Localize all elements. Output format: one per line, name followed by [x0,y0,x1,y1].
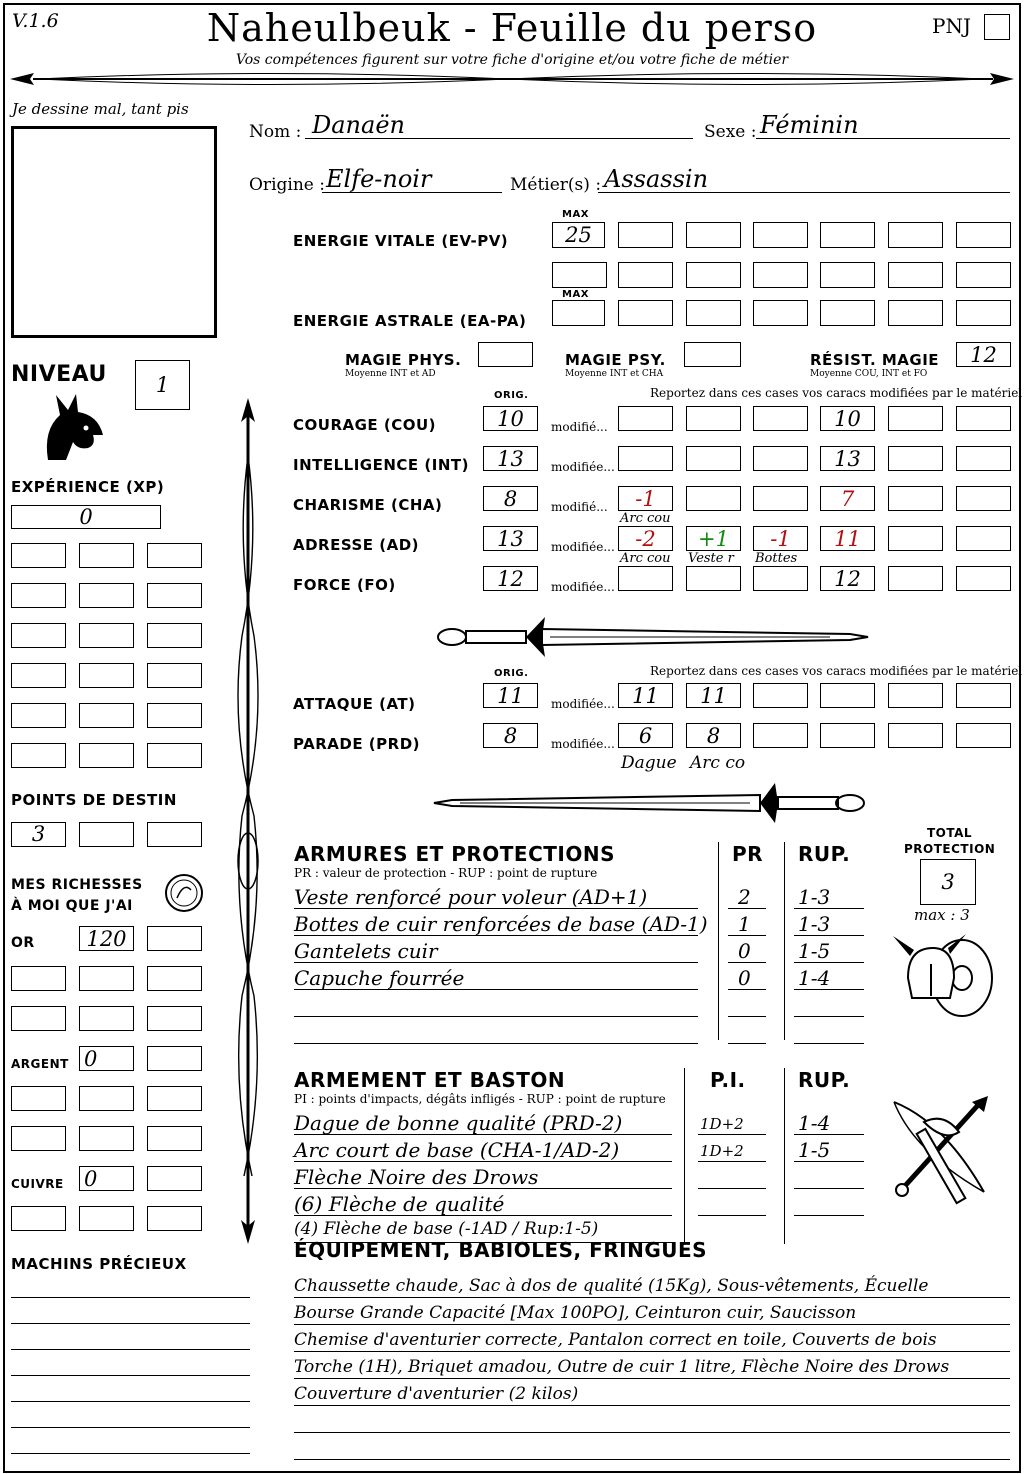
armement-rup-label: RUP. [798,1068,851,1092]
armure-rup[interactable]: 1-5 [798,939,831,963]
experience-label: EXPÉRIENCE (XP) [11,478,165,496]
armure-line [294,1016,698,1017]
resist-magie-note: Moyenne COU, INT et FO [810,369,928,379]
armure-rup[interactable]: 1-3 [798,885,831,909]
metier-label: Métier(s) : [510,175,602,195]
carac-note: Arc cou [620,551,671,566]
magie-psy-value[interactable] [684,342,741,367]
magie-psy-note: Moyenne INT et CHA [565,369,664,379]
helmet-shield-icon [888,928,1000,1024]
attaque-label: ATTAQUE (AT) [293,695,416,713]
armure-pr-line [728,1016,766,1017]
armure-name[interactable]: Gantelets cuir [294,939,438,963]
argent-box[interactable] [147,1086,202,1111]
xp-box[interactable] [11,743,66,768]
pr-label: PR [732,842,764,866]
armure-name[interactable]: Bottes de cuir renforcées de base (AD-1) [294,912,708,936]
ea-box[interactable] [888,300,943,326]
argent-value[interactable]: 0 [79,1046,134,1071]
arme-rup-line [794,1188,864,1189]
xp-box[interactable] [147,743,202,768]
parade-mod-box[interactable]: 6 [618,723,673,748]
equipement-line [294,1459,1010,1460]
parade-mod-box[interactable] [956,723,1011,748]
armure-pr[interactable]: 1 [738,912,751,936]
cuivre-value[interactable]: 0 [79,1166,134,1191]
destin-box[interactable] [79,822,134,847]
argent-box[interactable] [147,1126,202,1151]
carac-mod-box[interactable] [686,406,741,431]
magie-phys-label: MAGIE PHYS. [345,351,462,369]
ea-box[interactable] [686,300,741,326]
total-label-1: TOTAL [927,826,973,840]
equipement-line [294,1351,1010,1352]
arme-pi[interactable]: 1D+2 [700,1115,744,1133]
richesses-label-1: MES RICHESSES [11,877,143,893]
carac-mod-box[interactable] [888,486,943,511]
machins-label: MACHINS PRÉCIEUX [11,1255,187,1273]
carac-orig[interactable]: 12 [483,566,538,591]
cuivre-box[interactable] [147,1206,202,1231]
xp-box[interactable] [147,543,202,568]
armement-note: PI : points d'impacts, dégâts infligés - RUP : point de rupture [294,1092,666,1106]
arme-pi[interactable]: 1D+2 [700,1142,744,1160]
caracs-orig-label: ORIG. [494,390,529,401]
equipement-item[interactable]: Torche (1H), Briquet amadou, Outre de cuir 1 litre, Flèche Noire des Drows [294,1357,950,1377]
pnj-checkbox[interactable] [984,14,1010,40]
sword-icon [430,778,870,828]
carac-note: Arc cou [620,511,671,526]
parade-orig[interactable]: 8 [483,723,538,748]
xp-box[interactable] [11,623,66,648]
carac-mod-label: modifié... [551,500,608,514]
ev-box[interactable] [618,222,673,248]
carac-mod-box[interactable] [753,446,808,471]
carac-mod-label: modifiée... [551,460,615,474]
ev-box[interactable] [956,222,1011,248]
magie-psy-label: MAGIE PSY. [565,351,666,369]
parade-mod-box[interactable]: 8 [686,723,741,748]
xp-box[interactable] [79,543,134,568]
xp-box[interactable] [11,543,66,568]
carac-note: Bottes [755,551,798,566]
ev-box[interactable] [820,262,875,288]
carac-mod-box[interactable] [753,566,808,591]
combat-orig-label: ORIG. [494,668,529,679]
carac-mod-box[interactable] [618,406,673,431]
xp-box[interactable] [147,583,202,608]
cuivre-box[interactable] [147,1166,202,1191]
sword-icon [430,612,870,662]
destin-value[interactable]: 3 [11,822,66,847]
carac-mod-box[interactable] [686,566,741,591]
carac-mod-label: modifiée... [551,580,615,594]
carac-mod-box[interactable]: 10 [820,406,875,431]
total-protection-value[interactable]: 3 [920,859,976,905]
xp-box[interactable] [11,663,66,688]
carac-mod-box[interactable] [956,526,1011,551]
armure-pr-line [728,1043,766,1044]
arme-line [294,1242,672,1243]
resist-magie-label: RÉSIST. MAGIE [810,351,940,369]
carac-mod-box[interactable] [753,406,808,431]
armure-line [294,1043,698,1044]
niveau-value[interactable]: 1 [135,360,190,410]
carac-mod-box[interactable] [888,526,943,551]
armures-divider [718,842,719,1040]
attaque-mod-box[interactable] [888,683,943,708]
xp-box[interactable] [11,583,66,608]
or-value[interactable]: 120 [79,926,134,951]
parade-mod-label: modifiée... [551,737,615,751]
armures-divider [784,842,785,1040]
ea-label: ENERGIE ASTRALE (EA-PA) [293,312,527,330]
ea-max-value[interactable] [552,300,605,326]
total-label-2: PROTECTION [904,842,996,856]
xp-box[interactable] [79,623,134,648]
machins-line [11,1323,250,1324]
carac-mod-box[interactable]: -1 [753,526,808,551]
or-box[interactable] [147,966,202,991]
origine-label: Origine : [249,175,325,195]
cuivre-label: CUIVRE [11,1177,64,1191]
argent-box[interactable] [79,1126,134,1151]
argent-box[interactable] [11,1086,66,1111]
armure-rup-line [794,1043,864,1044]
xp-box[interactable] [79,703,134,728]
xp-box[interactable] [79,663,134,688]
ev-max-label: MAX [562,209,589,220]
ea-box[interactable] [956,300,1011,326]
arme-name[interactable]: (6) Flèche de qualité [294,1192,505,1216]
attaque-mod-box[interactable]: 11 [618,683,673,708]
equipement-line [294,1297,1010,1298]
argent-box[interactable] [147,1046,202,1071]
attaque-mod-box[interactable] [956,683,1011,708]
subtitle: Vos compétences figurent sur votre fiche d'origine et/ou votre fiche de métier [235,52,789,68]
xp-box[interactable] [147,663,202,688]
carac-mod-box[interactable] [888,566,943,591]
niveau-label: NIVEAU [11,362,107,387]
armure-pr[interactable]: 0 [738,939,751,963]
carac-mod-box[interactable] [686,486,741,511]
carac-mod-box[interactable]: 12 [820,566,875,591]
xp-box[interactable] [147,623,202,648]
carac-mod-box[interactable] [753,486,808,511]
carac-orig[interactable]: 13 [483,446,538,471]
carac-label: INTELLIGENCE (INT) [293,456,469,474]
parade-mod-box[interactable] [888,723,943,748]
carac-mod-label: modifié... [551,420,608,434]
carac-label: CHARISME (CHA) [293,496,443,514]
ev-label: ENERGIE VITALE (EV-PV) [293,232,509,250]
sexe-value[interactable]: Féminin [760,111,859,139]
carac-orig[interactable]: 13 [483,526,538,551]
arme-rup[interactable]: 1-4 [798,1111,831,1135]
ea-box[interactable] [753,300,808,326]
argent-box[interactable] [11,1126,66,1151]
metier-value[interactable]: Assassin [604,165,709,193]
armure-pr[interactable]: 2 [738,885,751,909]
equipement-title: ÉQUIPEMENT, BABIOLES, FRINGUES [294,1238,708,1262]
spear-divider-icon [8,66,1016,92]
carac-mod-box[interactable] [956,406,1011,431]
weapon-note-2: Arc co [690,753,746,773]
machins-line [11,1427,250,1428]
destin-label: POINTS DE DESTIN [11,791,177,809]
armure-name[interactable]: Capuche fourrée [294,966,465,990]
spear-icon [228,396,268,1246]
carac-mod-box[interactable] [618,566,673,591]
arme-pi-line [698,1188,766,1189]
armure-rup[interactable]: 1-4 [798,966,831,990]
armement-title: ARMEMENT ET BASTON [294,1068,566,1092]
magie-phys-note: Moyenne INT et AD [345,369,436,379]
carac-mod-box[interactable]: 7 [820,486,875,511]
dragon-icon [38,390,108,465]
arme-name[interactable]: Flèche Noire des Drows [294,1165,539,1189]
equipement-line [294,1378,1010,1379]
or-label: OR [11,935,35,951]
nom-value[interactable]: Danaën [312,111,405,139]
equipement-line [294,1324,1010,1325]
or-box[interactable] [11,966,66,991]
attaque-orig[interactable]: 11 [483,683,538,708]
carac-mod-box[interactable]: 13 [820,446,875,471]
richesses-label-2: À MOI QUE J'AI [11,898,133,914]
carac-label: COURAGE (COU) [293,416,437,434]
arme-pi-line [698,1134,766,1135]
carac-mod-box[interactable] [888,406,943,431]
or-box[interactable] [147,926,202,951]
equipement-line [294,1432,1010,1433]
arme-name[interactable]: Arc court de base (CHA-1/AD-2) [294,1138,620,1162]
cuivre-box[interactable] [79,1206,134,1231]
arme-pi-line [698,1161,766,1162]
carac-note: Veste r [688,551,734,566]
destin-box[interactable] [147,822,202,847]
portrait-caption: Je dessine mal, tant pis [12,100,189,118]
machins-line [11,1375,250,1376]
ev-box[interactable] [618,262,673,288]
carac-label: FORCE (FO) [293,576,396,594]
carac-orig[interactable]: 8 [483,486,538,511]
ev-box[interactable] [686,222,741,248]
machins-line [11,1401,250,1402]
parade-mod-box[interactable] [753,723,808,748]
carac-mod-box[interactable] [888,446,943,471]
pnj-label: PNJ [932,14,971,38]
armure-pr[interactable]: 0 [738,966,751,990]
machins-line [11,1297,250,1298]
origine-value[interactable]: Elfe-noir [326,165,432,193]
caracs-note: Reportez dans ces cases vos caracs modifiées par le matériel [650,386,1023,400]
combat-note: Reportez dans ces cases vos caracs modifiées par le matériel [650,664,1023,678]
resist-magie-value[interactable]: 12 [956,342,1011,367]
carac-mod-box[interactable] [956,446,1011,471]
sexe-label: Sexe : [704,122,757,142]
arme-name[interactable]: (4) Flèche de base (-1AD / Rup:1-5) [294,1219,599,1239]
ev-box[interactable] [686,262,741,288]
arme-name[interactable]: Dague de bonne qualité (PRD-2) [294,1111,623,1135]
armure-rup[interactable]: 1-3 [798,912,831,936]
carac-mod-box[interactable]: +1 [686,526,741,551]
equipement-item[interactable]: Chemise d'aventurier correcte, Pantalon correct en toile, Couverts de bois [294,1330,937,1350]
arme-rup[interactable]: 1-5 [798,1138,831,1162]
experience-value[interactable]: 0 [11,505,161,529]
parade-mod-box[interactable] [820,723,875,748]
portrait-box[interactable] [11,126,217,338]
xp-box[interactable] [79,743,134,768]
ev-box[interactable] [820,222,875,248]
argent-box[interactable] [79,1086,134,1111]
pi-label: P.I. [710,1068,746,1092]
version-label: V.1.6 [12,10,59,32]
armement-divider [684,1068,685,1244]
carac-label: ADRESSE (AD) [293,536,420,554]
weapon-note-1: Dague [621,753,677,773]
carac-mod-box[interactable] [686,446,741,471]
armures-title: ARMURES ET PROTECTIONS [294,842,615,866]
attaque-mod-box[interactable] [753,683,808,708]
carac-orig[interactable]: 10 [483,406,538,431]
ea-max-label: MAX [562,289,589,300]
armement-divider [784,1068,785,1244]
coin-icon [163,872,205,914]
attaque-mod-box[interactable]: 11 [686,683,741,708]
machins-line [11,1453,250,1454]
or-box[interactable] [79,966,134,991]
ev-max-value[interactable]: 25 [552,222,605,248]
or-box[interactable] [11,1006,66,1031]
carac-mod-box[interactable]: -1 [618,486,673,511]
carac-mod-label: modifiée... [551,540,615,554]
magie-phys-value[interactable] [478,342,533,367]
max-protection-note: max : 3 [914,906,970,924]
or-box[interactable] [79,1006,134,1031]
parade-label: PARADE (PRD) [293,735,421,753]
ev-box[interactable] [753,222,808,248]
cuivre-box[interactable] [11,1206,66,1231]
ev-box[interactable] [956,262,1011,288]
carac-mod-box[interactable] [618,446,673,471]
armure-name[interactable]: Veste renforcé pour voleur (AD+1) [294,885,648,909]
xp-box[interactable] [147,703,202,728]
ev-box[interactable] [753,262,808,288]
arme-pi-line [698,1215,766,1216]
equipement-item[interactable]: Chaussette chaude, Sac à dos de qualité (15Kg), Sous-vêtements, Écuelle [294,1276,929,1296]
attaque-mod-box[interactable] [820,683,875,708]
ev-box[interactable] [888,262,943,288]
xp-box[interactable] [79,583,134,608]
machins-line [11,1349,250,1350]
or-box[interactable] [147,1006,202,1031]
armures-note: PR : valeur de protection - RUP : point de rupture [294,866,598,880]
ev-box[interactable] [552,262,607,288]
arme-rup-line [794,1215,864,1216]
carac-mod-box[interactable]: 11 [820,526,875,551]
ea-box[interactable] [618,300,673,326]
equipement-item[interactable]: Bourse Grande Capacité [Max 100PO], Ceinturon cuir, Saucisson [294,1303,857,1323]
weapons-icon [884,1092,1004,1212]
equipement-item[interactable]: Couverture d'aventurier (2 kilos) [294,1384,579,1404]
nom-label: Nom : [249,122,302,142]
carac-mod-box[interactable] [956,566,1011,591]
attaque-mod-label: modifiée... [551,697,615,711]
armures-rup-label: RUP. [798,842,851,866]
carac-mod-box[interactable]: -2 [618,526,673,551]
xp-box[interactable] [11,703,66,728]
ev-box[interactable] [888,222,943,248]
equipement-line [294,1405,1010,1406]
carac-mod-box[interactable] [956,486,1011,511]
armure-rup-line [794,1016,864,1017]
ea-box[interactable] [820,300,875,326]
sheet-title: Naheulbeuk - Feuille du perso [206,6,818,50]
argent-label: ARGENT [11,1057,69,1071]
